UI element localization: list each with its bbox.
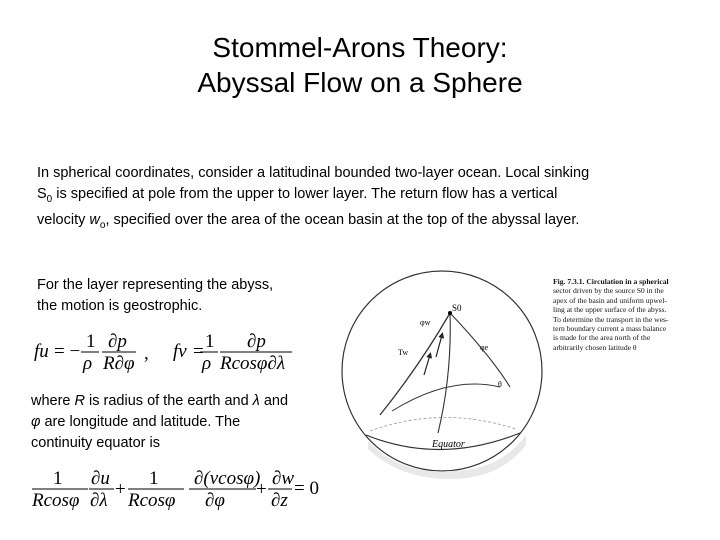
western-boundary-meridian <box>380 313 450 415</box>
cont-den5: ∂z <box>271 490 288 511</box>
label-theta: θ <box>498 380 502 389</box>
cont-num5: ∂w <box>272 468 295 489</box>
w0-symbol: w <box>89 211 100 228</box>
eq2-den1: ρ <box>202 353 212 374</box>
cont-plus-1: + <box>115 479 126 500</box>
caption-line-7: is made for the area north of the <box>553 333 651 343</box>
caption-line-2: sector driven by the source S0 in the <box>553 286 664 296</box>
s0-subscript: 0 <box>46 193 53 205</box>
w0-subscript: o <box>99 219 106 231</box>
transport-arrow-1 <box>436 335 442 357</box>
r-symbol: R <box>74 393 86 409</box>
eq1-den2: R∂φ <box>103 353 135 374</box>
slide-title <box>0 30 720 100</box>
intro-text-2: is specified at pole from the upper to lower layer. The return flow has a vertical <box>52 186 558 202</box>
title-line-2: Abyssal Flow on a Sphere <box>197 67 523 98</box>
eq2-num1: 1 <box>205 331 215 352</box>
geostrophic-equations <box>28 325 328 375</box>
caption-line-3: apex of the basin and uniform upwel- <box>553 295 667 305</box>
where-text-3: and <box>259 393 289 409</box>
phi-symbol: φ <box>31 414 41 430</box>
abyss-line-1: For the layer representing the abyss, <box>37 277 274 293</box>
eq1-equals: = − <box>54 341 81 362</box>
label-tw: Tw <box>398 348 409 357</box>
equator-back-arc <box>370 417 516 431</box>
where-text-2: is radius of the earth and <box>85 393 253 409</box>
cont-num2: ∂u <box>91 468 110 489</box>
cont-den4: ∂φ <box>205 490 225 511</box>
where-text-1: where <box>31 393 75 409</box>
caption-line-8: arbitrarily chosen latitude θ <box>553 342 637 352</box>
sphere-figure <box>340 265 555 480</box>
lambda-symbol: λ <box>252 393 260 409</box>
title-line-1: Stommel-Arons Theory: <box>212 32 508 63</box>
abyss-line-2: the motion is geostrophic. <box>37 298 203 314</box>
s0-symbol: S <box>37 186 47 202</box>
cont-den1: Rcosφ <box>32 490 80 511</box>
where-text-4: are longitude and latitude. The <box>40 414 241 430</box>
abyss-paragraph <box>37 275 327 317</box>
eq1-den1: ρ <box>83 353 93 374</box>
eq2-lhs: fv <box>173 341 187 362</box>
caption-line-1: Fig. 7.3.1. Circulation in a spherical <box>553 277 669 286</box>
eq1-num2: ∂p <box>108 331 127 352</box>
caption-line-4: ling at the upper surface of the abyss. <box>553 305 667 315</box>
eq-separator: , <box>144 343 149 364</box>
caption-line-6: tern boundary current a mass balance <box>553 324 667 334</box>
cont-num1: 1 <box>53 468 63 489</box>
intro-paragraph <box>37 163 687 236</box>
caption-line-5: To determine the transport in the wes- <box>553 314 669 324</box>
cont-num3: 1 <box>149 468 159 489</box>
label-phiw: φw <box>420 318 431 327</box>
eq2-num2: ∂p <box>247 331 266 352</box>
cont-plus-2: + <box>256 479 267 500</box>
figure-caption <box>553 277 693 352</box>
label-s0: S0 <box>452 303 462 313</box>
cont-num4: ∂(vcosφ) <box>194 468 261 489</box>
cont-den2: ∂λ <box>90 490 108 511</box>
where-text-5: continuity equator is <box>31 435 160 451</box>
label-equator: Equator <box>432 439 465 450</box>
intro-text-1: In spherical coordinates, consider a latitudinal bounded two-layer ocean. Local sinking <box>37 165 590 181</box>
cont-den3: Rcosφ <box>128 490 176 511</box>
intro-text-4: , specified over the area of the ocean basin at the top of the abyssal layer. <box>105 211 580 228</box>
where-paragraph <box>31 391 331 454</box>
intro-text-3: velocity <box>37 211 90 228</box>
eq1-lhs: fu <box>34 341 49 362</box>
eq1-num1: 1 <box>86 331 96 352</box>
eq2-den2: Rcosφ∂λ <box>220 353 286 374</box>
cont-rhs: = 0 <box>294 478 319 499</box>
eq2-equals: = <box>193 341 204 362</box>
transport-arrow-2 <box>424 355 430 375</box>
continuity-equation <box>28 466 338 516</box>
label-phie: φe <box>480 343 489 352</box>
